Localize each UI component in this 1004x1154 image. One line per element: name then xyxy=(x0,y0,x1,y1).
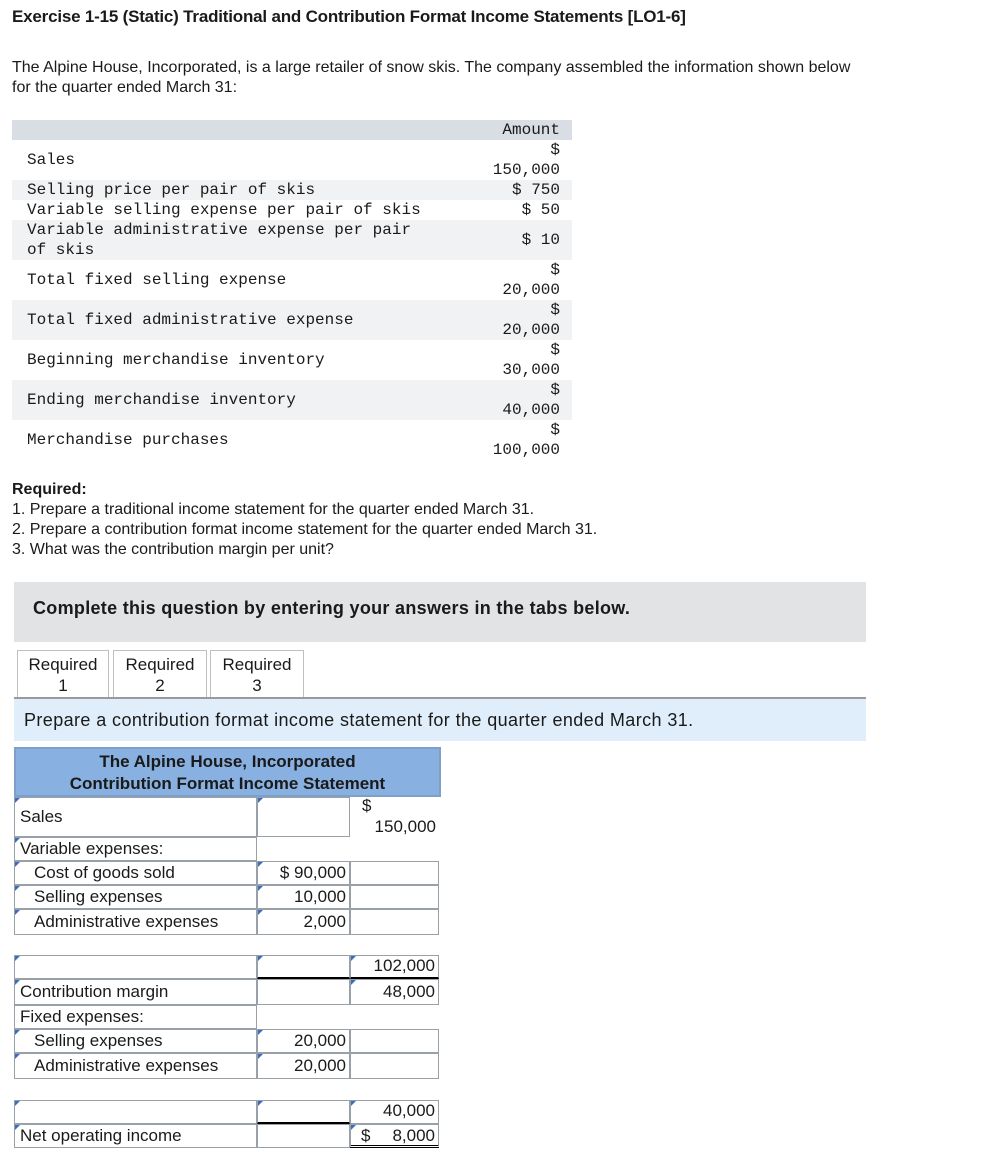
total-variable-expenses[interactable]: 102,000 xyxy=(350,955,439,979)
fix-selling-right-input[interactable] xyxy=(350,1029,439,1053)
noi-dollar: $ xyxy=(361,1126,371,1145)
required-item-3: 3. What was the contribution margin per unit? xyxy=(12,541,334,558)
cm-mid-input[interactable] xyxy=(257,979,350,1005)
total-variable-label-input[interactable] xyxy=(14,955,257,979)
total-fixed-mid-input[interactable] xyxy=(257,1100,350,1124)
variable-header-mid xyxy=(257,837,350,861)
given-row-var-admin: Variable administrative expense per pair of skis $ 10 xyxy=(12,220,572,260)
given-data-table xyxy=(12,120,572,460)
total-fixed-expenses[interactable]: 40,000 xyxy=(350,1100,439,1124)
fix-admin-value[interactable]: 20,000 xyxy=(257,1053,350,1079)
page-title: Exercise 1-15 (Static) Traditional and Contribution Format Income Statements [LO1-6] xyxy=(12,7,686,26)
fix-admin-right-input[interactable] xyxy=(350,1053,439,1079)
sales-label[interactable]: Sales xyxy=(14,797,257,837)
cogs-label[interactable]: Cost of goods sold xyxy=(14,861,257,885)
sales-mid-input[interactable] xyxy=(257,797,350,837)
given-row-begin-inventory: Beginning merchandise inventory $ 30,000 xyxy=(27,341,560,379)
given-row-end-inventory: Ending merchandise inventory $ 40,000 xyxy=(12,380,572,420)
given-row-var-selling: Variable selling expense per pair of skis $ 50 xyxy=(27,201,560,219)
total-fixed-label-input[interactable] xyxy=(14,1100,257,1124)
fix-selling-value[interactable]: 20,000 xyxy=(257,1029,350,1053)
intro-line-1: The Alpine House, Incorporated, is a large retailer of snow skis. The company assembled the information shown below xyxy=(12,59,851,76)
given-row-fixed-selling: Total fixed selling expense $ 20,000 xyxy=(27,261,560,299)
tab-required-3[interactable]: Required 3 xyxy=(210,650,304,698)
sales-amount[interactable] xyxy=(350,797,439,837)
variable-expenses-header[interactable]: Variable expenses: xyxy=(14,837,257,861)
net-operating-income-label[interactable]: Net operating income xyxy=(14,1124,257,1148)
var-selling-label[interactable]: Selling expenses xyxy=(14,885,257,909)
statement-header xyxy=(14,747,441,797)
var-selling-value[interactable]: 10,000 xyxy=(257,885,350,909)
tab-required-2[interactable]: Required 2 xyxy=(113,650,207,698)
contribution-margin-label[interactable]: Contribution margin xyxy=(14,979,257,1005)
required-heading: Required: xyxy=(12,481,87,498)
banner-text: Complete this question by entering your answers in the tabs below. xyxy=(33,598,631,618)
tab-required-1[interactable]: Required 1 xyxy=(17,650,109,698)
fixed-expenses-header[interactable]: Fixed expenses: xyxy=(14,1005,257,1029)
intro-line-2: for the quarter ended March 31: xyxy=(12,79,238,96)
required-section xyxy=(12,480,597,560)
fix-selling-label[interactable]: Selling expenses xyxy=(14,1029,257,1053)
intro-text xyxy=(12,58,972,98)
cogs-value[interactable]: $ 90,000 xyxy=(257,861,350,885)
var-admin-right-input[interactable] xyxy=(350,909,439,935)
var-admin-value[interactable]: 2,000 xyxy=(257,909,350,935)
net-operating-income-value[interactable] xyxy=(350,1124,439,1148)
sales-dollar: $ xyxy=(362,796,372,815)
var-admin-label[interactable]: Administrative expenses xyxy=(14,909,257,935)
fix-admin-label[interactable]: Administrative expenses xyxy=(14,1053,257,1079)
required-item-1: 1. Prepare a traditional income statement for the quarter ended March 31. xyxy=(12,501,535,518)
required-item-2: 2. Prepare a contribution format income statement for the quarter ended March 31. xyxy=(12,521,598,538)
amount-header: Amount xyxy=(502,121,560,139)
given-table-header xyxy=(12,120,572,140)
noi-amount: 8,000 xyxy=(392,1126,435,1145)
instructions-banner xyxy=(14,582,866,642)
contribution-margin-value[interactable]: 48,000 xyxy=(350,979,439,1005)
total-variable-mid-input[interactable] xyxy=(257,955,350,979)
statement-name: Contribution Format Income Statement xyxy=(69,774,386,793)
given-row-purchases: Merchandise purchases $ 100,000 xyxy=(27,421,560,459)
tab-instruction xyxy=(14,699,866,741)
given-row-fixed-admin: Total fixed administrative expense $ 20,000 xyxy=(12,300,572,340)
company-name: The Alpine House, Incorporated xyxy=(99,752,356,771)
cogs-right-input[interactable] xyxy=(350,861,439,885)
sales-value: 150,000 xyxy=(374,817,436,836)
given-row-sales: Sales $ 150,000 xyxy=(27,141,560,179)
instruction-text: Prepare a contribution format income statement for the quarter ended March 31. xyxy=(24,710,694,730)
noi-mid-input[interactable] xyxy=(257,1124,350,1148)
var-selling-right-input[interactable] xyxy=(350,885,439,909)
given-row-price: Selling price per pair of skis $ 750 xyxy=(12,180,572,200)
